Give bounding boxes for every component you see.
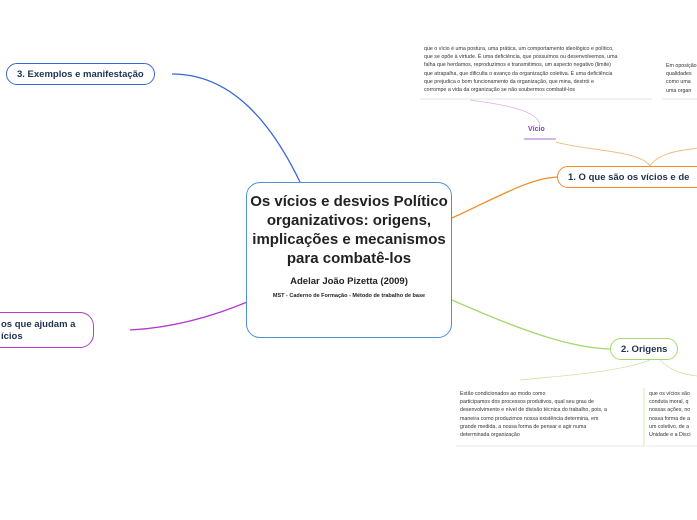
- connector-vicio-sub: [556, 142, 650, 166]
- branch-vicios-label: 1. O que são os vícios e de: [568, 172, 690, 183]
- connector-exemplos: [172, 74, 300, 182]
- connector-origens-right: [660, 360, 697, 376]
- note-line: grande medida, a nossa forma de pensar e agir numa: [460, 423, 587, 430]
- branch-origens[interactable]: [610, 338, 678, 360]
- branch-mecanismos-label-2: ícios: [1, 331, 23, 342]
- note-line: falha que herdamos, reproduzimos e transmitimos, um aspecto negativo (limite): [424, 62, 611, 69]
- central-author: Adelar João Pizetta (2009): [290, 276, 408, 287]
- note-line: nossas ações, no: [649, 407, 691, 414]
- central-topic[interactable]: [246, 182, 452, 338]
- note-line: como uma: [666, 79, 691, 86]
- central-title: Os vícios e desvios Político organizativos: origens, implicações e mecanismos para combatê-los: [250, 193, 448, 267]
- note-line: determinada organização: [460, 432, 520, 439]
- note-origens-left[interactable]: [460, 390, 607, 439]
- connector-virtude-sub: [650, 148, 697, 166]
- note-line: conduta moral, q: [649, 399, 689, 406]
- note-virtude[interactable]: [666, 62, 697, 95]
- note-line: que se opõe à virtude. É uma deficiência, que possuímos ou desenvolvemos, uma: [424, 54, 618, 61]
- central-source: MST - Caderno de Formação - Método de trabalho de base: [272, 293, 426, 299]
- note-origens-right[interactable]: [649, 390, 691, 439]
- connector-vicios: [452, 177, 558, 218]
- branch-exemplos-label: 3. Exemplos e manifestação: [17, 69, 144, 80]
- note-line: nossa forma de a: [649, 415, 690, 422]
- note-vicio-definition[interactable]: [424, 45, 617, 94]
- note-line: participamos dos processos produtivos, qual seu grau de: [460, 399, 594, 406]
- note-line: Unidade e a Disci: [649, 432, 691, 439]
- note-line: maneira como produzimos nossa existência determina, em: [460, 415, 599, 422]
- branch-mecanismos[interactable]: [0, 312, 94, 348]
- note-line: qualidades: [666, 71, 692, 78]
- connector-origens-left: [520, 360, 650, 380]
- note-line: que atrapalha, que dificulta o avanço da organização coletiva. É uma deficiência: [424, 70, 613, 77]
- connector-mecanismos: [130, 300, 252, 330]
- note-line: desenvolvimento e nível de divisão técnica do trabalho, pois, a: [460, 407, 607, 414]
- branch-mecanismos-label-1: os que ajudam a: [1, 319, 76, 330]
- connector-vicio-note: [470, 100, 540, 126]
- note-line: que prejudica o bom funcionamento da organização, que mina, destrói e: [424, 78, 594, 85]
- note-line: que o vício é uma postura, uma prática, um comportamento ideológico e político,: [424, 46, 614, 52]
- connector-origens: [452, 300, 610, 349]
- branch-vicios[interactable]: [557, 166, 697, 188]
- branch-origens-label: 2. Origens: [621, 344, 668, 355]
- note-line: um coletivo, de a: [649, 423, 690, 430]
- note-line: uma organ: [666, 87, 692, 94]
- branch-exemplos[interactable]: [6, 63, 155, 85]
- note-line: Em oposição: [666, 63, 697, 69]
- subtopic-vicio[interactable]: Vício: [528, 126, 545, 133]
- note-line: corrompe a vida da organização se não soubermos combatê-los: [424, 87, 576, 94]
- note-line: que os vícios são: [649, 391, 690, 397]
- note-line: Estão condicionados ao modo como: [460, 391, 546, 397]
